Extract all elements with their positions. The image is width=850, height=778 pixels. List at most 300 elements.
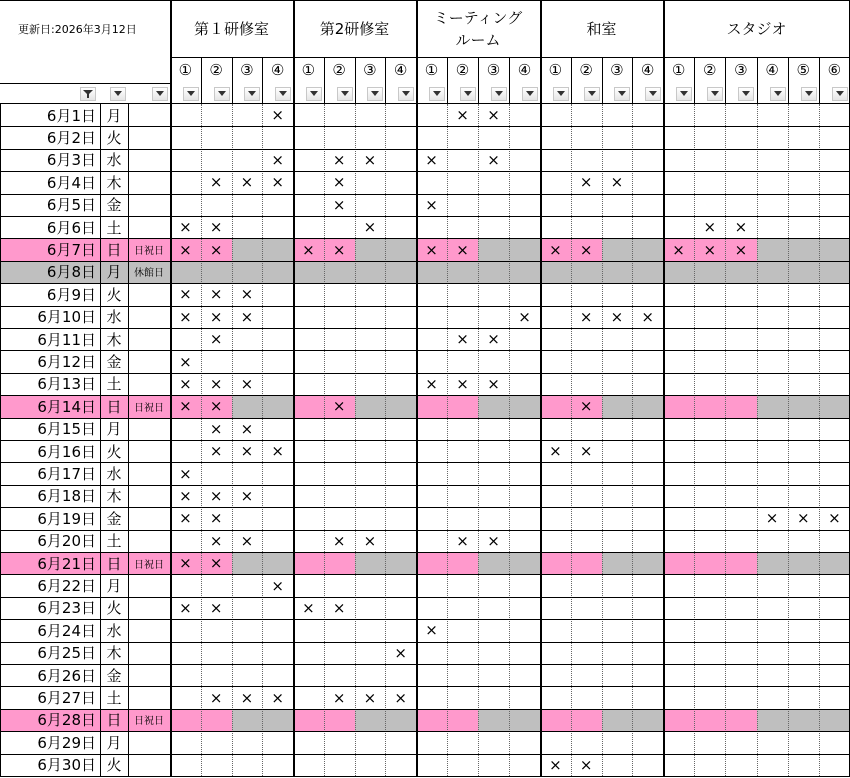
- slot-cell[interactable]: [293, 574, 324, 596]
- slot-cell[interactable]: [694, 350, 725, 372]
- slot-cell[interactable]: [447, 171, 478, 193]
- slot-cell[interactable]: [170, 126, 201, 148]
- slot-cell[interactable]: [385, 574, 416, 596]
- slot-cell[interactable]: [602, 754, 633, 776]
- filter-dropdown-button[interactable]: [614, 87, 630, 101]
- slot-cell[interactable]: [355, 238, 386, 260]
- slot-cell[interactable]: [232, 440, 263, 462]
- slot-cell[interactable]: [632, 328, 663, 350]
- slot-cell[interactable]: [201, 440, 232, 462]
- slot-cell[interactable]: [293, 149, 324, 171]
- filter-dropdown-button[interactable]: [676, 87, 692, 101]
- slot-cell[interactable]: [602, 686, 633, 708]
- slot-cell[interactable]: [757, 485, 788, 507]
- slot-cell[interactable]: [571, 395, 602, 417]
- slot-cell[interactable]: [509, 306, 540, 328]
- slot-cell[interactable]: [170, 373, 201, 395]
- filter-dropdown-button[interactable]: [801, 87, 817, 101]
- slot-cell[interactable]: [602, 619, 633, 641]
- slot-cell[interactable]: [571, 306, 602, 328]
- slot-cell[interactable]: [788, 619, 819, 641]
- slot-cell[interactable]: [663, 238, 694, 260]
- slot-cell[interactable]: [478, 485, 509, 507]
- slot-cell[interactable]: [293, 306, 324, 328]
- slot-cell[interactable]: [632, 440, 663, 462]
- slot-cell[interactable]: [293, 686, 324, 708]
- slot-cell[interactable]: [416, 418, 447, 440]
- slot-cell[interactable]: [170, 238, 201, 260]
- slot-cell[interactable]: [478, 395, 509, 417]
- slot-cell[interactable]: [509, 194, 540, 216]
- slot-cell[interactable]: [540, 283, 571, 305]
- slot-cell[interactable]: [819, 664, 850, 686]
- slot-cell[interactable]: [632, 597, 663, 619]
- slot-cell[interactable]: [416, 754, 447, 776]
- slot-cell[interactable]: [663, 686, 694, 708]
- slot-cell[interactable]: [201, 642, 232, 664]
- slot-cell[interactable]: [663, 731, 694, 753]
- filter-dropdown-button[interactable]: [337, 87, 353, 101]
- slot-cell[interactable]: [540, 485, 571, 507]
- slot-cell[interactable]: [355, 642, 386, 664]
- slot-cell[interactable]: [757, 328, 788, 350]
- slot-cell[interactable]: [478, 171, 509, 193]
- slot-cell[interactable]: [232, 171, 263, 193]
- slot-cell[interactable]: [201, 709, 232, 731]
- slot-cell[interactable]: [632, 261, 663, 283]
- slot-cell[interactable]: [478, 350, 509, 372]
- slot-cell[interactable]: [385, 642, 416, 664]
- slot-cell[interactable]: [385, 126, 416, 148]
- slot-cell[interactable]: [262, 462, 293, 484]
- slot-cell[interactable]: [416, 574, 447, 596]
- slot-cell[interactable]: [757, 171, 788, 193]
- slot-cell[interactable]: [725, 194, 756, 216]
- slot-cell[interactable]: [324, 462, 355, 484]
- slot-cell[interactable]: [232, 373, 263, 395]
- slot-cell[interactable]: [788, 418, 819, 440]
- slot-cell[interactable]: [757, 306, 788, 328]
- slot-cell[interactable]: [725, 418, 756, 440]
- slot-cell[interactable]: [416, 642, 447, 664]
- slot-cell[interactable]: [232, 664, 263, 686]
- slot-cell[interactable]: [447, 485, 478, 507]
- slot-cell[interactable]: [602, 261, 633, 283]
- slot-cell[interactable]: [170, 574, 201, 596]
- slot-cell[interactable]: [788, 664, 819, 686]
- slot-cell[interactable]: [602, 552, 633, 574]
- slot-cell[interactable]: [478, 686, 509, 708]
- slot-cell[interactable]: [632, 149, 663, 171]
- slot-cell[interactable]: [478, 530, 509, 552]
- slot-cell[interactable]: [262, 261, 293, 283]
- slot-cell[interactable]: [478, 664, 509, 686]
- slot-cell[interactable]: [725, 530, 756, 552]
- slot-cell[interactable]: [602, 642, 633, 664]
- slot-cell[interactable]: [632, 731, 663, 753]
- slot-cell[interactable]: [694, 597, 725, 619]
- slot-cell[interactable]: [725, 485, 756, 507]
- slot-cell[interactable]: [478, 283, 509, 305]
- slot-cell[interactable]: [262, 149, 293, 171]
- slot-cell[interactable]: [540, 574, 571, 596]
- slot-cell[interactable]: [788, 216, 819, 238]
- slot-cell[interactable]: [447, 238, 478, 260]
- slot-cell[interactable]: [416, 552, 447, 574]
- slot-cell[interactable]: [509, 642, 540, 664]
- slot-cell[interactable]: [262, 395, 293, 417]
- slot-cell[interactable]: [788, 149, 819, 171]
- slot-cell[interactable]: [509, 485, 540, 507]
- slot-cell[interactable]: [385, 104, 416, 126]
- slot-cell[interactable]: [632, 552, 663, 574]
- slot-cell[interactable]: [293, 485, 324, 507]
- slot-cell[interactable]: [757, 462, 788, 484]
- slot-cell[interactable]: [201, 328, 232, 350]
- slot-cell[interactable]: [663, 709, 694, 731]
- slot-cell[interactable]: [232, 597, 263, 619]
- slot-cell[interactable]: [262, 440, 293, 462]
- slot-cell[interactable]: [663, 328, 694, 350]
- slot-cell[interactable]: [416, 104, 447, 126]
- slot-cell[interactable]: [355, 126, 386, 148]
- filter-dropdown-button[interactable]: [306, 87, 322, 101]
- slot-cell[interactable]: [571, 373, 602, 395]
- slot-cell[interactable]: [416, 149, 447, 171]
- slot-cell[interactable]: [571, 440, 602, 462]
- slot-cell[interactable]: [663, 104, 694, 126]
- slot-cell[interactable]: [170, 597, 201, 619]
- slot-cell[interactable]: [170, 328, 201, 350]
- slot-cell[interactable]: [385, 261, 416, 283]
- slot-cell[interactable]: [663, 462, 694, 484]
- slot-cell[interactable]: [324, 709, 355, 731]
- slot-cell[interactable]: [725, 350, 756, 372]
- filter-dropdown-button[interactable]: [832, 87, 848, 101]
- slot-cell[interactable]: [324, 395, 355, 417]
- slot-cell[interactable]: [509, 597, 540, 619]
- slot-cell[interactable]: [725, 731, 756, 753]
- slot-cell[interactable]: [540, 530, 571, 552]
- slot-cell[interactable]: [293, 373, 324, 395]
- slot-cell[interactable]: [788, 261, 819, 283]
- slot-cell[interactable]: [324, 149, 355, 171]
- slot-cell[interactable]: [293, 238, 324, 260]
- slot-cell[interactable]: [509, 709, 540, 731]
- slot-cell[interactable]: [355, 194, 386, 216]
- slot-cell[interactable]: [478, 440, 509, 462]
- slot-cell[interactable]: [416, 261, 447, 283]
- slot-cell[interactable]: [385, 619, 416, 641]
- slot-cell[interactable]: [602, 350, 633, 372]
- slot-cell[interactable]: [293, 619, 324, 641]
- slot-cell[interactable]: [262, 283, 293, 305]
- slot-cell[interactable]: [571, 507, 602, 529]
- slot-cell[interactable]: [788, 574, 819, 596]
- slot-cell[interactable]: [757, 440, 788, 462]
- slot-cell[interactable]: [725, 619, 756, 641]
- slot-cell[interactable]: [602, 149, 633, 171]
- slot-cell[interactable]: [540, 418, 571, 440]
- slot-cell[interactable]: [478, 574, 509, 596]
- filter-dropdown-button[interactable]: [553, 87, 569, 101]
- slot-cell[interactable]: [355, 574, 386, 596]
- slot-cell[interactable]: [632, 238, 663, 260]
- slot-cell[interactable]: [757, 754, 788, 776]
- filter-dropdown-button[interactable]: [244, 87, 260, 101]
- slot-cell[interactable]: [170, 216, 201, 238]
- slot-cell[interactable]: [385, 686, 416, 708]
- slot-cell[interactable]: [725, 552, 756, 574]
- slot-cell[interactable]: [385, 462, 416, 484]
- slot-cell[interactable]: [819, 731, 850, 753]
- slot-cell[interactable]: [571, 104, 602, 126]
- slot-cell[interactable]: [694, 395, 725, 417]
- slot-cell[interactable]: [262, 686, 293, 708]
- slot-cell[interactable]: [170, 462, 201, 484]
- slot-cell[interactable]: [262, 664, 293, 686]
- slot-cell[interactable]: [324, 686, 355, 708]
- slot-cell[interactable]: [788, 754, 819, 776]
- slot-cell[interactable]: [602, 283, 633, 305]
- slot-cell[interactable]: [694, 642, 725, 664]
- slot-cell[interactable]: [819, 149, 850, 171]
- slot-cell[interactable]: [602, 328, 633, 350]
- slot-cell[interactable]: [293, 395, 324, 417]
- slot-cell[interactable]: [632, 395, 663, 417]
- slot-cell[interactable]: [262, 418, 293, 440]
- slot-cell[interactable]: [293, 283, 324, 305]
- slot-cell[interactable]: [170, 395, 201, 417]
- slot-cell[interactable]: [416, 350, 447, 372]
- slot-cell[interactable]: [540, 754, 571, 776]
- slot-cell[interactable]: [478, 552, 509, 574]
- slot-cell[interactable]: [725, 440, 756, 462]
- slot-cell[interactable]: [694, 418, 725, 440]
- slot-cell[interactable]: [201, 395, 232, 417]
- slot-cell[interactable]: [478, 373, 509, 395]
- slot-cell[interactable]: [324, 283, 355, 305]
- slot-cell[interactable]: [571, 686, 602, 708]
- slot-cell[interactable]: [632, 350, 663, 372]
- slot-cell[interactable]: [819, 283, 850, 305]
- slot-cell[interactable]: [478, 261, 509, 283]
- slot-cell[interactable]: [571, 418, 602, 440]
- slot-cell[interactable]: [170, 664, 201, 686]
- slot-cell[interactable]: [819, 686, 850, 708]
- slot-cell[interactable]: [478, 754, 509, 776]
- slot-cell[interactable]: [819, 642, 850, 664]
- slot-cell[interactable]: [757, 149, 788, 171]
- slot-cell[interactable]: [262, 194, 293, 216]
- slot-cell[interactable]: [540, 597, 571, 619]
- slot-cell[interactable]: [540, 709, 571, 731]
- slot-cell[interactable]: [663, 619, 694, 641]
- slot-cell[interactable]: [632, 104, 663, 126]
- slot-cell[interactable]: [694, 283, 725, 305]
- slot-cell[interactable]: [757, 597, 788, 619]
- slot-cell[interactable]: [416, 462, 447, 484]
- slot-cell[interactable]: [819, 216, 850, 238]
- slot-cell[interactable]: [663, 126, 694, 148]
- slot-cell[interactable]: [416, 709, 447, 731]
- filter-dropdown-button[interactable]: [707, 87, 723, 101]
- slot-cell[interactable]: [385, 194, 416, 216]
- slot-cell[interactable]: [757, 619, 788, 641]
- slot-cell[interactable]: [540, 104, 571, 126]
- slot-cell[interactable]: [694, 664, 725, 686]
- slot-cell[interactable]: [509, 350, 540, 372]
- slot-cell[interactable]: [602, 194, 633, 216]
- slot-cell[interactable]: [355, 104, 386, 126]
- slot-cell[interactable]: [478, 104, 509, 126]
- slot-cell[interactable]: [447, 619, 478, 641]
- slot-cell[interactable]: [293, 597, 324, 619]
- slot-cell[interactable]: [478, 216, 509, 238]
- slot-cell[interactable]: [201, 306, 232, 328]
- slot-cell[interactable]: [293, 507, 324, 529]
- slot-cell[interactable]: [509, 462, 540, 484]
- slot-cell[interactable]: [663, 754, 694, 776]
- slot-cell[interactable]: [663, 530, 694, 552]
- slot-cell[interactable]: [170, 306, 201, 328]
- slot-cell[interactable]: [262, 373, 293, 395]
- slot-cell[interactable]: [385, 238, 416, 260]
- slot-cell[interactable]: [447, 686, 478, 708]
- slot-cell[interactable]: [201, 171, 232, 193]
- slot-cell[interactable]: [788, 238, 819, 260]
- slot-cell[interactable]: [819, 597, 850, 619]
- slot-cell[interactable]: [788, 462, 819, 484]
- slot-cell[interactable]: [788, 440, 819, 462]
- slot-cell[interactable]: [694, 754, 725, 776]
- slot-cell[interactable]: [416, 194, 447, 216]
- slot-cell[interactable]: [602, 574, 633, 596]
- slot-cell[interactable]: [447, 328, 478, 350]
- slot-cell[interactable]: [170, 283, 201, 305]
- slot-cell[interactable]: [324, 238, 355, 260]
- slot-cell[interactable]: [355, 597, 386, 619]
- slot-cell[interactable]: [447, 664, 478, 686]
- slot-cell[interactable]: [447, 418, 478, 440]
- slot-cell[interactable]: [232, 149, 263, 171]
- slot-cell[interactable]: [447, 104, 478, 126]
- slot-cell[interactable]: [293, 754, 324, 776]
- slot-cell[interactable]: [355, 462, 386, 484]
- slot-cell[interactable]: [757, 261, 788, 283]
- slot-cell[interactable]: [694, 485, 725, 507]
- slot-cell[interactable]: [757, 642, 788, 664]
- slot-cell[interactable]: [819, 552, 850, 574]
- slot-cell[interactable]: [478, 462, 509, 484]
- slot-cell[interactable]: [385, 373, 416, 395]
- slot-cell[interactable]: [509, 238, 540, 260]
- slot-cell[interactable]: [293, 552, 324, 574]
- slot-cell[interactable]: [232, 686, 263, 708]
- slot-cell[interactable]: [324, 126, 355, 148]
- slot-cell[interactable]: [262, 238, 293, 260]
- slot-cell[interactable]: [385, 440, 416, 462]
- slot-cell[interactable]: [663, 171, 694, 193]
- slot-cell[interactable]: [232, 126, 263, 148]
- slot-cell[interactable]: [232, 104, 263, 126]
- slot-cell[interactable]: [725, 261, 756, 283]
- slot-cell[interactable]: [725, 283, 756, 305]
- slot-cell[interactable]: [232, 552, 263, 574]
- slot-cell[interactable]: [725, 664, 756, 686]
- slot-cell[interactable]: [201, 194, 232, 216]
- slot-cell[interactable]: [355, 216, 386, 238]
- slot-cell[interactable]: [355, 328, 386, 350]
- slot-cell[interactable]: [632, 686, 663, 708]
- slot-cell[interactable]: [788, 507, 819, 529]
- slot-cell[interactable]: [725, 507, 756, 529]
- slot-cell[interactable]: [385, 216, 416, 238]
- slot-cell[interactable]: [788, 642, 819, 664]
- slot-cell[interactable]: [602, 126, 633, 148]
- slot-cell[interactable]: [385, 552, 416, 574]
- slot-cell[interactable]: [416, 485, 447, 507]
- slot-cell[interactable]: [694, 126, 725, 148]
- slot-cell[interactable]: [385, 709, 416, 731]
- slot-cell[interactable]: [232, 731, 263, 753]
- slot-cell[interactable]: [663, 597, 694, 619]
- filter-dropdown-button[interactable]: [214, 87, 230, 101]
- slot-cell[interactable]: [663, 418, 694, 440]
- slot-cell[interactable]: [540, 462, 571, 484]
- slot-cell[interactable]: [293, 462, 324, 484]
- slot-cell[interactable]: [663, 283, 694, 305]
- slot-cell[interactable]: [540, 261, 571, 283]
- slot-cell[interactable]: [509, 373, 540, 395]
- slot-cell[interactable]: [571, 238, 602, 260]
- slot-cell[interactable]: [757, 283, 788, 305]
- slot-cell[interactable]: [293, 440, 324, 462]
- slot-cell[interactable]: [788, 194, 819, 216]
- slot-cell[interactable]: [293, 731, 324, 753]
- slot-cell[interactable]: [293, 350, 324, 372]
- slot-cell[interactable]: [571, 194, 602, 216]
- slot-cell[interactable]: [262, 731, 293, 753]
- slot-cell[interactable]: [201, 664, 232, 686]
- slot-cell[interactable]: [232, 306, 263, 328]
- filter-active-button[interactable]: [80, 87, 96, 101]
- slot-cell[interactable]: [509, 754, 540, 776]
- slot-cell[interactable]: [385, 328, 416, 350]
- slot-cell[interactable]: [725, 686, 756, 708]
- slot-cell[interactable]: [509, 395, 540, 417]
- slot-cell[interactable]: [509, 530, 540, 552]
- slot-cell[interactable]: [725, 328, 756, 350]
- slot-cell[interactable]: [602, 507, 633, 529]
- slot-cell[interactable]: [262, 104, 293, 126]
- slot-cell[interactable]: [324, 552, 355, 574]
- slot-cell[interactable]: [663, 642, 694, 664]
- slot-cell[interactable]: [201, 507, 232, 529]
- slot-cell[interactable]: [540, 619, 571, 641]
- slot-cell[interactable]: [540, 440, 571, 462]
- slot-cell[interactable]: [694, 619, 725, 641]
- slot-cell[interactable]: [540, 507, 571, 529]
- slot-cell[interactable]: [201, 373, 232, 395]
- filter-dropdown-button[interactable]: [367, 87, 383, 101]
- slot-cell[interactable]: [663, 261, 694, 283]
- slot-cell[interactable]: [694, 373, 725, 395]
- slot-cell[interactable]: [788, 530, 819, 552]
- slot-cell[interactable]: [232, 507, 263, 529]
- slot-cell[interactable]: [540, 171, 571, 193]
- slot-cell[interactable]: [262, 485, 293, 507]
